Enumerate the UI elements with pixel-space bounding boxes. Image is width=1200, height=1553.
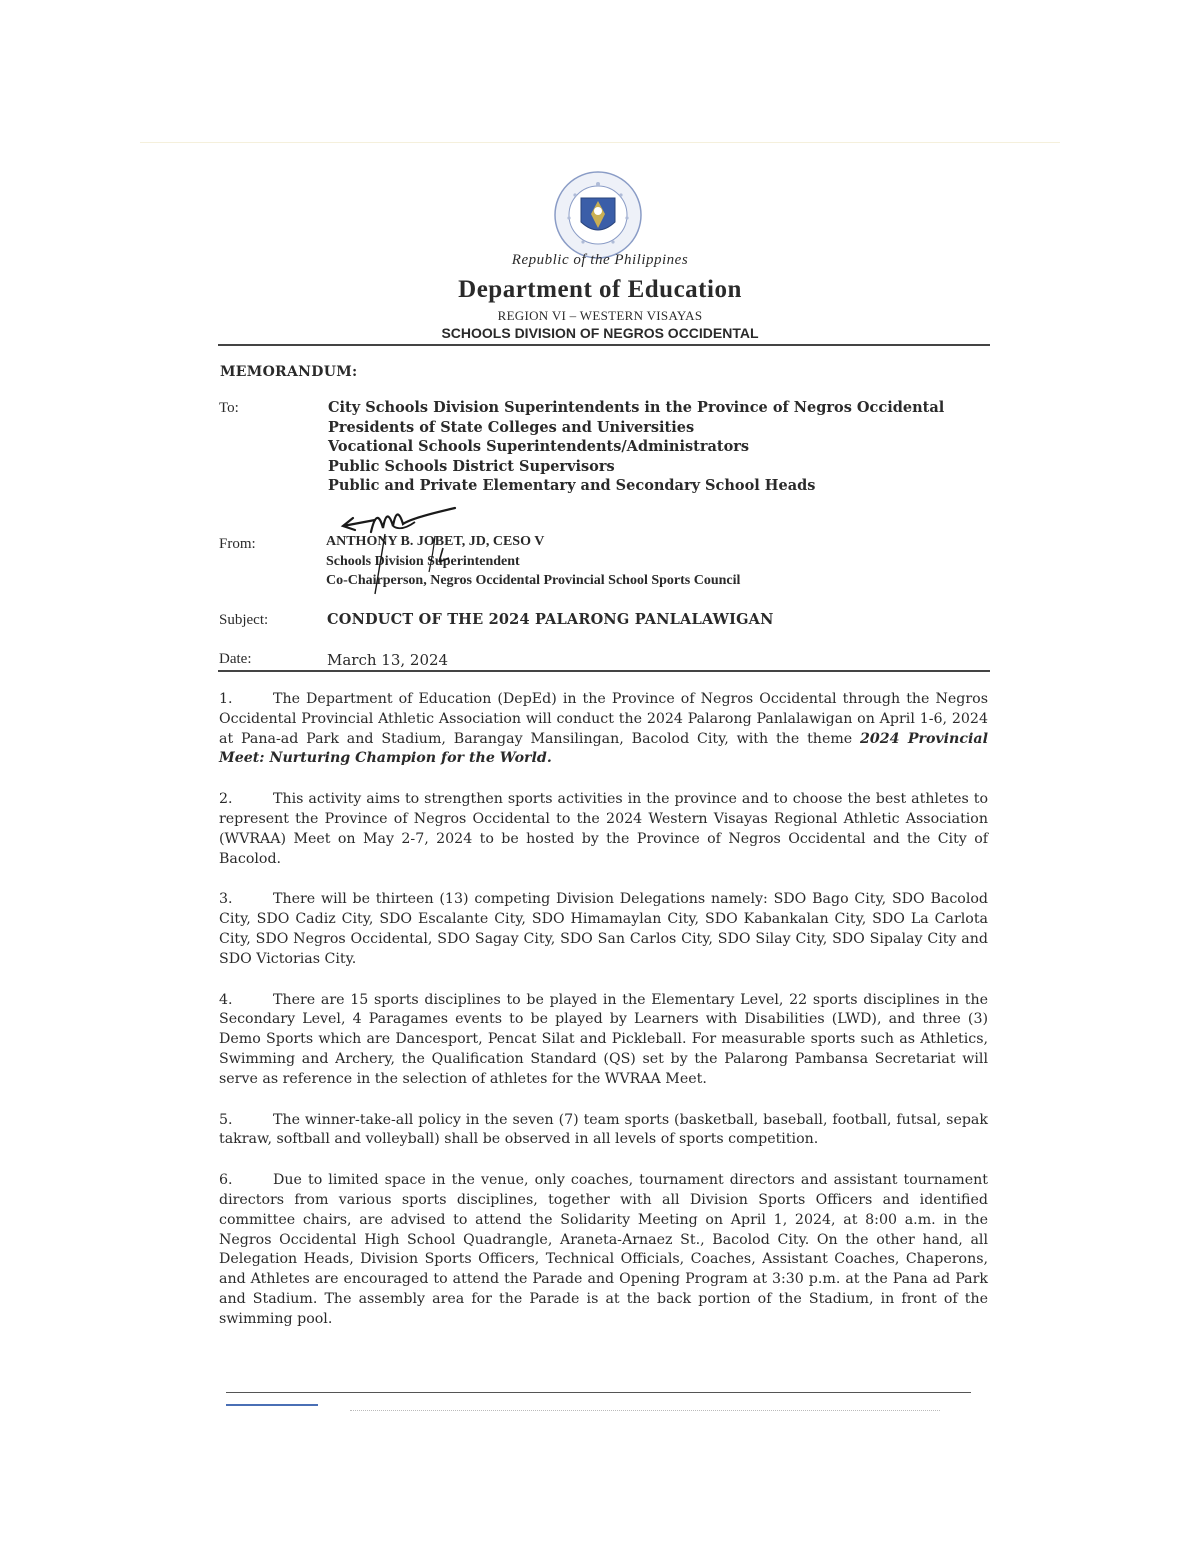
memorandum-label: MEMORANDUM: — [220, 364, 358, 380]
deped-seal-icon — [553, 170, 643, 260]
date-value: March 13, 2024 — [327, 651, 449, 669]
paragraph-number: 1. — [219, 691, 233, 707]
date-label: Date: — [219, 651, 252, 667]
paragraph-text: There are 15 sports disciplines to be played in the Elementary Level, 22 sports disciplines in the Secondary Level, 4 Paragames events to be played by Learners with Disabilities (LWD), and three (3) Demo Sports which are Dancesport, Pencat Silat and Pickleball. For measurable sports such as Athletics, Swimming and Archery, the Qualification Standard (QS) set by the Palarong Pambansa Secretariat will serve as reference in the selection of athletes for the WVRAA Meet. — [219, 991, 988, 1087]
scan-edge — [140, 142, 1060, 143]
paragraph-text: Due to limited space in the venue, only coaches, tournament directors and assistant tournament directors from various sports disciplines, together with all Division Sports Officers and identified committee chairs, are advised to attend the Solidarity Meeting on April 1, 2024, at 8:00 a.m. in the Negros Occidental High School Quadrangle, Araneta-Arnaez St., Bacolod City. On the other hand, all Delegation Heads, Division Sports Officers, Technical Officials, Coaches, Assistant Coaches, Chaperons, and Athletes are encouraged to attend the Parade and Opening Program at 3:30 p.m. at the Pana ad Park and Stadium. The assembly area for the Parade is at the back portion of the Stadium, in front of the swimming pool. — [219, 1172, 988, 1327]
signature-icon — [335, 498, 465, 598]
paragraph-number: 6. — [219, 1172, 233, 1189]
theme-text: 2024 Provincial Meet: Nurturing Champion for the World. — [219, 730, 988, 767]
memo-body — [219, 690, 988, 1351]
paragraph-number: 3. — [219, 891, 233, 908]
to-recipients — [328, 398, 944, 496]
recipient-line: Public Schools District Supervisors — [328, 457, 615, 475]
to-label: To: — [219, 400, 239, 416]
paragraph-number: 2. — [219, 791, 233, 808]
paragraph-number: 5. — [219, 1111, 233, 1128]
recipient-line: Presidents of State Colleges and Universities — [328, 418, 695, 436]
paragraph-text: The winner-take-all policy in the seven (7) team sports (basketball, baseball, football, futsal, sepak takraw, softball and volleyball) shall be observed in all levels of sports competition. — [219, 1111, 988, 1148]
region-heading: REGION VI – WESTERN VISAYAS — [497, 308, 703, 323]
paragraph-4 — [219, 991, 988, 1090]
paragraph-text: This activity aims to strengthen sports activities in the province and to choose the best athletes to represent the Province of Negros Occidental to the 2024 Western Visayas Regional Athletic Association (WVRAA) Meet on May 2-7, 2024 to be hosted by the Province of Negros Occidental and the City of Bacolod. — [219, 791, 988, 867]
footer-faint-line — [350, 1410, 940, 1411]
footer-divider — [226, 1392, 971, 1393]
subject-value: CONDUCT OF THE 2024 PALARONG PANLALAWIGAN — [327, 611, 774, 628]
sender-title: Schools Division Superintendent — [326, 553, 520, 569]
subject-label: Subject: — [219, 612, 269, 628]
paragraph-1 — [219, 690, 988, 769]
paragraph-6 — [219, 1171, 988, 1329]
recipient-line: City Schools Division Superintendents in the Province of Negros Occidental — [328, 399, 945, 416]
recipient-line: Vocational Schools Superintendents/Administrators — [328, 438, 750, 455]
recipient-line: Public and Private Elementary and Secondary School Heads — [328, 477, 816, 494]
sender-name: ANTHONY B. JOBET, JD, CESO V — [326, 534, 545, 549]
from-label: From: — [219, 536, 256, 552]
republic-heading: Republic of the Philippines — [511, 252, 689, 268]
sender-role: Co-Chairperson, Negros Occidental Provincial School Sports Council — [326, 573, 741, 588]
paragraph-5 — [219, 1111, 988, 1151]
memo-header-divider — [218, 670, 990, 672]
paragraph-3 — [219, 890, 988, 969]
paragraph-text: The Department of Education (DepEd) in the Province of Negros Occidental through the Negros Occidental Provincial Athletic Association will conduct the 2024 Palarong Panlalawigan on April 1-6, 2024 at Pana-ad Park and Stadium, Barangay Mansilingan, Bacolod City, with the theme — [219, 691, 988, 747]
paragraph-text: There will be thirteen (13) competing Division Delegations namely: SDO Bago City, SDO Bacolod City, SDO Cadiz City, SDO Escalante City, SDO Himamaylan City, SDO Kabankalan City, SDO La Carlota City, SDO Negros Occidental, SDO Sagay City, SDO San Carlos City, SDO Silay City, SDO Sipalay City and SDO Victorias City. — [219, 891, 988, 967]
division-heading: SCHOOLS DIVISION OF NEGROS OCCIDENTAL — [441, 325, 759, 341]
footer-accent-line — [226, 1404, 318, 1406]
department-heading: Department of Education — [458, 276, 742, 303]
header-divider — [218, 344, 990, 346]
paragraph-number: 4. — [219, 991, 233, 1008]
paragraph-2 — [219, 790, 988, 869]
